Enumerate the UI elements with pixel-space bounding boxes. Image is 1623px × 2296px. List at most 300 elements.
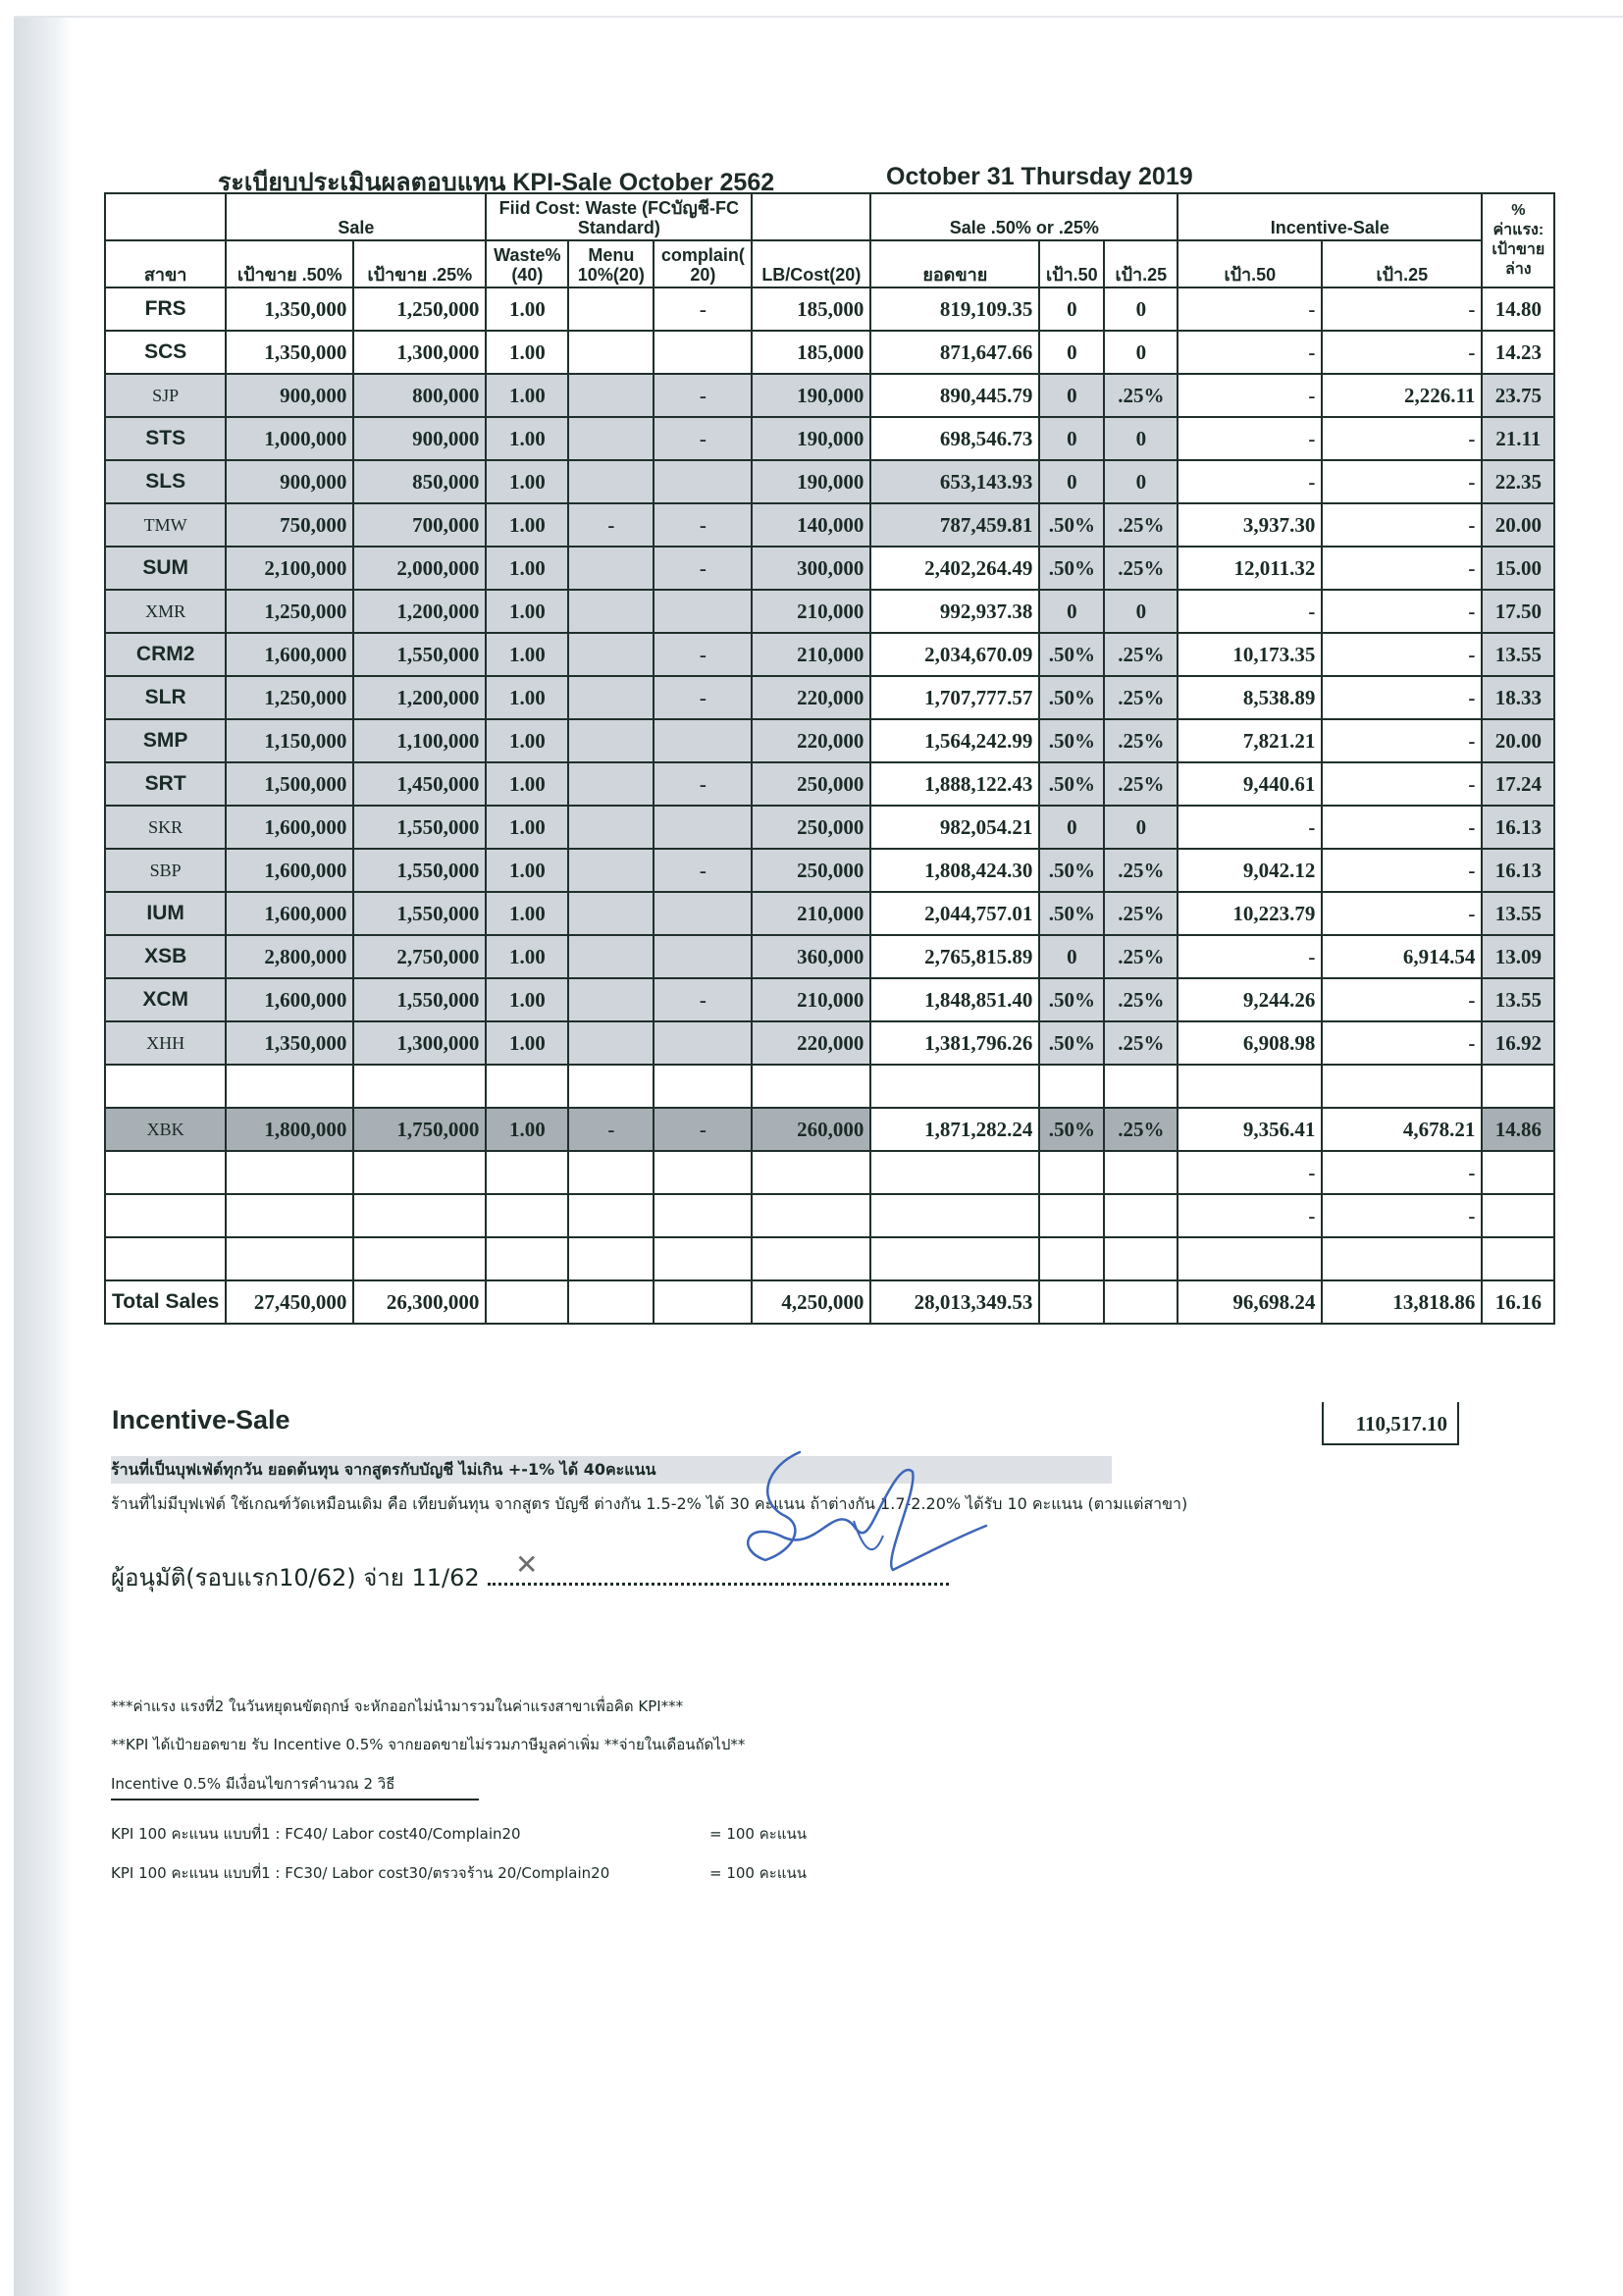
cell-lb-cost: 260,000 bbox=[752, 1108, 870, 1151]
cell-waste bbox=[486, 1065, 568, 1108]
cell-lb-cost: 220,000 bbox=[752, 719, 870, 762]
col-inc-25: เป้า.25 bbox=[1322, 240, 1482, 287]
cell-complain bbox=[654, 892, 752, 935]
cell-sales bbox=[870, 1237, 1039, 1280]
cell-waste: 1.00 bbox=[486, 503, 568, 547]
cell-branch: XHH bbox=[105, 1021, 226, 1065]
cell-inc-25: - bbox=[1322, 417, 1482, 460]
calc-heading-text: Incentive 0.5% มีเงื่อนไขการคำนวณ 2 วิธี bbox=[111, 1772, 479, 1800]
cell-target-50: 1,600,000 bbox=[226, 849, 353, 892]
cell-hit-25: 0 bbox=[1104, 590, 1178, 633]
cell-target-50: 1,600,000 bbox=[226, 978, 353, 1021]
cell-inc-50 bbox=[1178, 1065, 1322, 1108]
cell-hit-25: .25% bbox=[1104, 547, 1178, 590]
cell-sales: 2,044,757.01 bbox=[870, 892, 1039, 935]
table-row bbox=[105, 590, 1554, 633]
cell-sales: 2,765,815.89 bbox=[870, 935, 1039, 978]
cell-complain: - bbox=[654, 978, 752, 1021]
cell-waste: 1.00 bbox=[486, 978, 568, 1021]
cell-complain: - bbox=[654, 503, 752, 547]
cell-inc-25: - bbox=[1322, 762, 1482, 806]
cell-hit-50: 0 bbox=[1039, 460, 1104, 503]
header-food-cost: Fiid Cost: Waste (FCบัญชี-FC Standard) bbox=[486, 193, 752, 240]
cell-lb-cost: 300,000 bbox=[752, 547, 870, 590]
cell-hit-25: 0 bbox=[1104, 287, 1178, 331]
cell-labor-pct: 17.24 bbox=[1482, 762, 1554, 806]
cell-inc-50: - bbox=[1178, 935, 1322, 978]
cell-inc-50: - bbox=[1178, 374, 1322, 417]
cell-target-50: 1,250,000 bbox=[226, 676, 353, 719]
cell-inc-25: - bbox=[1322, 460, 1482, 503]
cell-lb-cost: 220,000 bbox=[752, 1021, 870, 1065]
cell-target-50: 1,500,000 bbox=[226, 762, 353, 806]
cell-labor-pct: 17.50 bbox=[1482, 590, 1554, 633]
cell-target-25: 1,200,000 bbox=[353, 676, 486, 719]
cell-target-50: 2,100,000 bbox=[226, 547, 353, 590]
cell-complain: - bbox=[654, 1108, 752, 1151]
cell-sales bbox=[870, 1194, 1039, 1237]
cell-target-50 bbox=[226, 1065, 353, 1108]
cell-inc-25: - bbox=[1322, 287, 1482, 331]
cell-target-25: 1,450,000 bbox=[353, 762, 486, 806]
totals-lb-cost: 4,250,000 bbox=[752, 1280, 870, 1324]
cell-target-25: 800,000 bbox=[353, 374, 486, 417]
table-row bbox=[105, 978, 1554, 1021]
cell-sales: 819,109.35 bbox=[870, 287, 1039, 331]
scan-top-edge bbox=[14, 16, 1623, 18]
cell-inc-25: - bbox=[1322, 503, 1482, 547]
cell-target-25: 1,750,000 bbox=[353, 1108, 486, 1151]
cell-target-50: 1,350,000 bbox=[226, 331, 353, 374]
cell-labor-pct: 14.86 bbox=[1482, 1108, 1554, 1151]
kpi-method-2-text: KPI 100 คะแนน แบบที่1 : FC30/ Labor cost30/ตรวจร้าน 20/Complain20 bbox=[111, 1864, 610, 1882]
table-row bbox=[105, 1151, 1554, 1194]
cell-hit-50: .50% bbox=[1039, 719, 1104, 762]
cell-waste: 1.00 bbox=[486, 331, 568, 374]
table-row bbox=[105, 676, 1554, 719]
non-buffet-rule-note: ร้านที่ไม่มีบุฟเฟ่ต์ ใช้เกณฑ์วัดเหมือนเดิม คือ เทียบต้นทุน จากสูตร บัญชี ต่างกัน 1.5-2% ได้ 30 คะแนน ถ้าต่างกัน 1.7-2.20% ได้รับ 10 คะแนน (ตามแต่สาขา) bbox=[111, 1494, 1188, 1513]
cell-branch bbox=[105, 1237, 226, 1280]
table-row bbox=[105, 719, 1554, 762]
cell-hit-50: .50% bbox=[1039, 503, 1104, 547]
cell-labor-pct: 18.33 bbox=[1482, 676, 1554, 719]
totals-labor-pct: 16.16 bbox=[1482, 1280, 1554, 1324]
cell-target-50 bbox=[226, 1151, 353, 1194]
col-inc-50: เป้า.50 bbox=[1178, 240, 1322, 287]
cell-inc-25: - bbox=[1322, 1021, 1482, 1065]
cell-branch: SLR bbox=[105, 676, 226, 719]
cell-branch: IUM bbox=[105, 892, 226, 935]
buffet-rule-note: ร้านที่เป็นบุฟเฟ่ต์ทุกวัน ยอดต้นทุน จากสูตรกับบัญชี ไม่เกิน +-1% ได้ 40คะแนน bbox=[111, 1456, 1112, 1484]
cell-target-25 bbox=[353, 1194, 486, 1237]
cell-inc-50: 9,356.41 bbox=[1178, 1108, 1322, 1151]
cell-target-50: 750,000 bbox=[226, 503, 353, 547]
cell-target-50: 2,800,000 bbox=[226, 935, 353, 978]
cell-hit-50: .50% bbox=[1039, 676, 1104, 719]
cell-branch: XMR bbox=[105, 590, 226, 633]
cell-branch: SMP bbox=[105, 719, 226, 762]
cell-branch: XCM bbox=[105, 978, 226, 1021]
cell-sales: 1,707,777.57 bbox=[870, 676, 1039, 719]
cell-target-25: 700,000 bbox=[353, 503, 486, 547]
cell-target-25: 900,000 bbox=[353, 417, 486, 460]
col-sales: ยอดขาย bbox=[870, 240, 1039, 287]
table-row bbox=[105, 503, 1554, 547]
cell-inc-50: 10,173.35 bbox=[1178, 633, 1322, 676]
table-row bbox=[105, 1021, 1554, 1065]
cell-waste bbox=[486, 1151, 568, 1194]
cell-lb-cost: 250,000 bbox=[752, 849, 870, 892]
cell-inc-50: - bbox=[1178, 806, 1322, 849]
cell-inc-25: - bbox=[1322, 892, 1482, 935]
cell-labor-pct: 16.92 bbox=[1482, 1021, 1554, 1065]
cell-labor-pct: 13.55 bbox=[1482, 978, 1554, 1021]
cell-complain bbox=[654, 806, 752, 849]
cell-sales: 653,143.93 bbox=[870, 460, 1039, 503]
cell-inc-25: - bbox=[1322, 1151, 1482, 1194]
cell-inc-25: 4,678.21 bbox=[1322, 1108, 1482, 1151]
cell-sales: 1,381,796.26 bbox=[870, 1021, 1039, 1065]
cell-hit-50: .50% bbox=[1039, 978, 1104, 1021]
cell-hit-50 bbox=[1039, 1065, 1104, 1108]
cell-hit-25: .25% bbox=[1104, 676, 1178, 719]
table-row bbox=[105, 633, 1554, 676]
table-row bbox=[105, 1065, 1554, 1108]
cell-inc-50: 6,908.98 bbox=[1178, 1021, 1322, 1065]
cell-hit-50: .50% bbox=[1039, 633, 1104, 676]
cell-waste: 1.00 bbox=[486, 762, 568, 806]
cell-menu: - bbox=[568, 1108, 654, 1151]
cell-branch bbox=[105, 1151, 226, 1194]
cell-menu bbox=[568, 1237, 654, 1280]
cell-menu bbox=[568, 331, 654, 374]
cell-waste: 1.00 bbox=[486, 417, 568, 460]
cell-branch: SUM bbox=[105, 547, 226, 590]
table-row bbox=[105, 374, 1554, 417]
cell-sales bbox=[870, 1151, 1039, 1194]
cell-complain bbox=[654, 1194, 752, 1237]
cell-hit-50: .50% bbox=[1039, 892, 1104, 935]
cell-menu bbox=[568, 762, 654, 806]
cell-target-50: 900,000 bbox=[226, 460, 353, 503]
cell-sales: 1,808,424.30 bbox=[870, 849, 1039, 892]
cell-hit-25 bbox=[1104, 1151, 1178, 1194]
cell-target-50: 900,000 bbox=[226, 374, 353, 417]
header-sale: Sale bbox=[226, 193, 486, 240]
cell-hit-50 bbox=[1039, 1194, 1104, 1237]
table-row bbox=[105, 762, 1554, 806]
cell-inc-50: - bbox=[1178, 331, 1322, 374]
cell-lb-cost: 140,000 bbox=[752, 503, 870, 547]
table-row bbox=[105, 417, 1554, 460]
calc-heading bbox=[111, 1772, 479, 1800]
cell-hit-25 bbox=[1104, 1237, 1178, 1280]
table-row bbox=[105, 1108, 1554, 1151]
cell-target-25: 1,250,000 bbox=[353, 287, 486, 331]
cell-hit-50: .50% bbox=[1039, 1021, 1104, 1065]
cell-inc-50: 9,244.26 bbox=[1178, 978, 1322, 1021]
cell-target-25: 1,550,000 bbox=[353, 633, 486, 676]
totals-row bbox=[105, 1280, 1554, 1324]
cell-menu bbox=[568, 374, 654, 417]
cell-inc-50: 3,937.30 bbox=[1178, 503, 1322, 547]
cell-target-50: 1,250,000 bbox=[226, 590, 353, 633]
col-hit-25: เป้า.25 bbox=[1104, 240, 1178, 287]
cell-hit-50: 0 bbox=[1039, 590, 1104, 633]
cell-menu bbox=[568, 892, 654, 935]
cell-target-25: 1,550,000 bbox=[353, 978, 486, 1021]
kpi-method-1 bbox=[111, 1822, 994, 1846]
cell-lb-cost: 220,000 bbox=[752, 676, 870, 719]
cell-complain: - bbox=[654, 762, 752, 806]
col-menu: Menu 10%(20) bbox=[568, 240, 654, 287]
labor-note: ***ค่าแรง แรงที่2 ในวันหยุดนขัตฤกษ์ จะหักออกไม่นำมารวมในค่าแรงสาขาเพื่อคิด KPI*** bbox=[111, 1697, 684, 1715]
cell-complain bbox=[654, 460, 752, 503]
cell-menu bbox=[568, 547, 654, 590]
cell-hit-25: 0 bbox=[1104, 460, 1178, 503]
signature-icon bbox=[707, 1442, 991, 1590]
col-complain: complain( 20) bbox=[654, 240, 752, 287]
cell-inc-50: - bbox=[1178, 287, 1322, 331]
cell-target-50: 1,600,000 bbox=[226, 806, 353, 849]
cell-target-25 bbox=[353, 1151, 486, 1194]
cell-target-50: 1,150,000 bbox=[226, 719, 353, 762]
cell-inc-25: - bbox=[1322, 806, 1482, 849]
kpi-method-2-result: = 100 คะแนน bbox=[709, 1864, 808, 1882]
cell-hit-50: 0 bbox=[1039, 374, 1104, 417]
cell-inc-25 bbox=[1322, 1237, 1482, 1280]
table-row bbox=[105, 1194, 1554, 1237]
cell-hit-50: 0 bbox=[1039, 935, 1104, 978]
cell-sales: 2,034,670.09 bbox=[870, 633, 1039, 676]
cell-inc-25: - bbox=[1322, 978, 1482, 1021]
cell-inc-50: 8,538.89 bbox=[1178, 676, 1322, 719]
cell-waste: 1.00 bbox=[486, 719, 568, 762]
cell-labor-pct: 21.11 bbox=[1482, 417, 1554, 460]
cell-labor-pct: 14.23 bbox=[1482, 331, 1554, 374]
cell-hit-25: .25% bbox=[1104, 1021, 1178, 1065]
cell-waste: 1.00 bbox=[486, 547, 568, 590]
cell-target-25 bbox=[353, 1237, 486, 1280]
cell-target-25: 1,550,000 bbox=[353, 806, 486, 849]
cell-menu bbox=[568, 676, 654, 719]
cell-inc-25: 6,914.54 bbox=[1322, 935, 1482, 978]
kpi-method-1-result: = 100 คะแนน bbox=[709, 1825, 808, 1843]
cell-hit-50 bbox=[1039, 1151, 1104, 1194]
cell-lb-cost: 210,000 bbox=[752, 633, 870, 676]
cell-target-25: 2,000,000 bbox=[353, 547, 486, 590]
cell-sales: 992,937.38 bbox=[870, 590, 1039, 633]
table-row bbox=[105, 849, 1554, 892]
cell-hit-25: 0 bbox=[1104, 806, 1178, 849]
cell-target-25: 2,750,000 bbox=[353, 935, 486, 978]
cell-hit-25: .25% bbox=[1104, 633, 1178, 676]
cell-inc-25: - bbox=[1322, 849, 1482, 892]
cell-menu bbox=[568, 633, 654, 676]
cell-sales: 2,402,264.49 bbox=[870, 547, 1039, 590]
cell-complain bbox=[654, 719, 752, 762]
cell-lb-cost: 250,000 bbox=[752, 762, 870, 806]
cell-inc-50: 12,011.32 bbox=[1178, 547, 1322, 590]
totals-label: Total Sales bbox=[105, 1280, 226, 1324]
cell-labor-pct: 20.00 bbox=[1482, 503, 1554, 547]
cell-labor-pct: 16.13 bbox=[1482, 806, 1554, 849]
cell-complain: - bbox=[654, 547, 752, 590]
totals-complain bbox=[654, 1280, 752, 1324]
cell-inc-50: 7,821.21 bbox=[1178, 719, 1322, 762]
cell-lb-cost: 250,000 bbox=[752, 806, 870, 849]
cell-branch: STS bbox=[105, 417, 226, 460]
cell-inc-25: - bbox=[1322, 676, 1482, 719]
totals-inc-25: 13,818.86 bbox=[1322, 1280, 1482, 1324]
totals-sales: 28,013,349.53 bbox=[870, 1280, 1039, 1324]
grand-incentive-total: 110,517.10 bbox=[1322, 1402, 1459, 1445]
cell-menu bbox=[568, 590, 654, 633]
cell-branch: CRM2 bbox=[105, 633, 226, 676]
cell-menu bbox=[568, 417, 654, 460]
cell-waste: 1.00 bbox=[486, 849, 568, 892]
cell-branch: XBK bbox=[105, 1108, 226, 1151]
check-mark-icon: ✕ bbox=[515, 1550, 539, 1581]
cell-branch: SCS bbox=[105, 331, 226, 374]
cell-hit-25 bbox=[1104, 1065, 1178, 1108]
cell-inc-25: - bbox=[1322, 547, 1482, 590]
cell-waste: 1.00 bbox=[486, 676, 568, 719]
cell-labor-pct bbox=[1482, 1065, 1554, 1108]
incentive-sale-heading: Incentive-Sale bbox=[112, 1405, 290, 1435]
totals-target-25: 26,300,000 bbox=[353, 1280, 486, 1324]
cell-inc-25: - bbox=[1322, 719, 1482, 762]
cell-target-25: 1,300,000 bbox=[353, 331, 486, 374]
cell-target-50: 1,350,000 bbox=[226, 287, 353, 331]
col-target-50: เป้าขาย .50% bbox=[226, 240, 353, 287]
cell-target-50: 1,800,000 bbox=[226, 1108, 353, 1151]
cell-menu bbox=[568, 719, 654, 762]
cell-inc-50: - bbox=[1178, 590, 1322, 633]
cell-branch: FRS bbox=[105, 287, 226, 331]
cell-complain: - bbox=[654, 676, 752, 719]
table-row bbox=[105, 287, 1554, 331]
header-blank-lb bbox=[752, 193, 870, 240]
cell-labor-pct: 14.80 bbox=[1482, 287, 1554, 331]
cell-sales: 1,564,242.99 bbox=[870, 719, 1039, 762]
cell-target-50 bbox=[226, 1194, 353, 1237]
cell-waste bbox=[486, 1237, 568, 1280]
table-row bbox=[105, 1237, 1554, 1280]
col-hit-50: เป้า.50 bbox=[1039, 240, 1104, 287]
cell-menu bbox=[568, 287, 654, 331]
kpi-method-2 bbox=[111, 1861, 994, 1885]
cell-hit-25: 0 bbox=[1104, 417, 1178, 460]
table-row bbox=[105, 547, 1554, 590]
cell-hit-50: 0 bbox=[1039, 806, 1104, 849]
cell-hit-25: .25% bbox=[1104, 892, 1178, 935]
cell-lb-cost bbox=[752, 1237, 870, 1280]
header-blank bbox=[105, 193, 226, 240]
cell-waste bbox=[486, 1194, 568, 1237]
cell-branch: SKR bbox=[105, 806, 226, 849]
cell-branch: SRT bbox=[105, 762, 226, 806]
cell-inc-50 bbox=[1178, 1237, 1322, 1280]
cell-menu bbox=[568, 806, 654, 849]
cell-hit-25: .25% bbox=[1104, 374, 1178, 417]
cell-complain bbox=[654, 1151, 752, 1194]
cell-menu bbox=[568, 935, 654, 978]
cell-target-25: 1,550,000 bbox=[353, 892, 486, 935]
cell-hit-25: .25% bbox=[1104, 762, 1178, 806]
cell-lb-cost bbox=[752, 1194, 870, 1237]
cell-target-50 bbox=[226, 1237, 353, 1280]
cell-complain: - bbox=[654, 374, 752, 417]
kpi-method-1-text: KPI 100 คะแนน แบบที่1 : FC40/ Labor cost40/Complain20 bbox=[111, 1825, 521, 1843]
totals-hit-50 bbox=[1039, 1280, 1104, 1324]
cell-lb-cost: 360,000 bbox=[752, 935, 870, 978]
cell-hit-25: .25% bbox=[1104, 503, 1178, 547]
cell-sales: 890,445.79 bbox=[870, 374, 1039, 417]
kpi-note: **KPI ได้เป้ายอดขาย รับ Incentive 0.5% จากยอดขายไม่รวมภาษีมูลค่าเพิ่ม **จ่ายในเดือนถัดไป** bbox=[111, 1736, 746, 1753]
cell-hit-50: 0 bbox=[1039, 331, 1104, 374]
cell-labor-pct: 13.55 bbox=[1482, 892, 1554, 935]
header-sale-pct: Sale .50% or .25% bbox=[870, 193, 1178, 240]
cell-hit-25: .25% bbox=[1104, 1108, 1178, 1151]
cell-sales: 871,647.66 bbox=[870, 331, 1039, 374]
cell-inc-50: - bbox=[1178, 1194, 1322, 1237]
cell-lb-cost bbox=[752, 1151, 870, 1194]
cell-branch: SLS bbox=[105, 460, 226, 503]
cell-sales: 787,459.81 bbox=[870, 503, 1039, 547]
cell-hit-50: .50% bbox=[1039, 547, 1104, 590]
approval-label: ผู้อนุมัติ(รอบแรก10/62) จ่าย 11/62 bbox=[111, 1564, 480, 1592]
col-branch: สาขา bbox=[105, 240, 226, 287]
cell-target-50: 1,350,000 bbox=[226, 1021, 353, 1065]
table-row bbox=[105, 892, 1554, 935]
cell-complain: - bbox=[654, 849, 752, 892]
cell-labor-pct: 15.00 bbox=[1482, 547, 1554, 590]
totals-menu bbox=[568, 1280, 654, 1324]
cell-hit-25: .25% bbox=[1104, 719, 1178, 762]
cell-waste: 1.00 bbox=[486, 374, 568, 417]
cell-menu: - bbox=[568, 503, 654, 547]
cell-lb-cost bbox=[752, 1065, 870, 1108]
cell-hit-25: .25% bbox=[1104, 978, 1178, 1021]
cell-labor-pct: 22.35 bbox=[1482, 460, 1554, 503]
cell-menu bbox=[568, 460, 654, 503]
cell-hit-25 bbox=[1104, 1194, 1178, 1237]
cell-inc-25: - bbox=[1322, 633, 1482, 676]
table-row bbox=[105, 331, 1554, 374]
table-row bbox=[105, 935, 1554, 978]
cell-inc-25 bbox=[1322, 1065, 1482, 1108]
cell-branch bbox=[105, 1194, 226, 1237]
cell-target-25: 1,200,000 bbox=[353, 590, 486, 633]
cell-inc-50: 9,440.61 bbox=[1178, 762, 1322, 806]
cell-complain bbox=[654, 590, 752, 633]
kpi-sale-table bbox=[104, 192, 1555, 1325]
cell-lb-cost: 190,000 bbox=[752, 374, 870, 417]
cell-complain bbox=[654, 1021, 752, 1065]
cell-labor-pct: 13.09 bbox=[1482, 935, 1554, 978]
cell-labor-pct: 20.00 bbox=[1482, 719, 1554, 762]
cell-branch: SBP bbox=[105, 849, 226, 892]
cell-inc-50: - bbox=[1178, 460, 1322, 503]
header-labor-pct: % ค่าแรง: เป้าขาย ล่าง bbox=[1482, 193, 1554, 287]
cell-inc-25: 2,226.11 bbox=[1322, 374, 1482, 417]
cell-lb-cost: 185,000 bbox=[752, 287, 870, 331]
cell-branch: XSB bbox=[105, 935, 226, 978]
cell-branch: SJP bbox=[105, 374, 226, 417]
cell-labor-pct bbox=[1482, 1237, 1554, 1280]
cell-sales: 698,546.73 bbox=[870, 417, 1039, 460]
